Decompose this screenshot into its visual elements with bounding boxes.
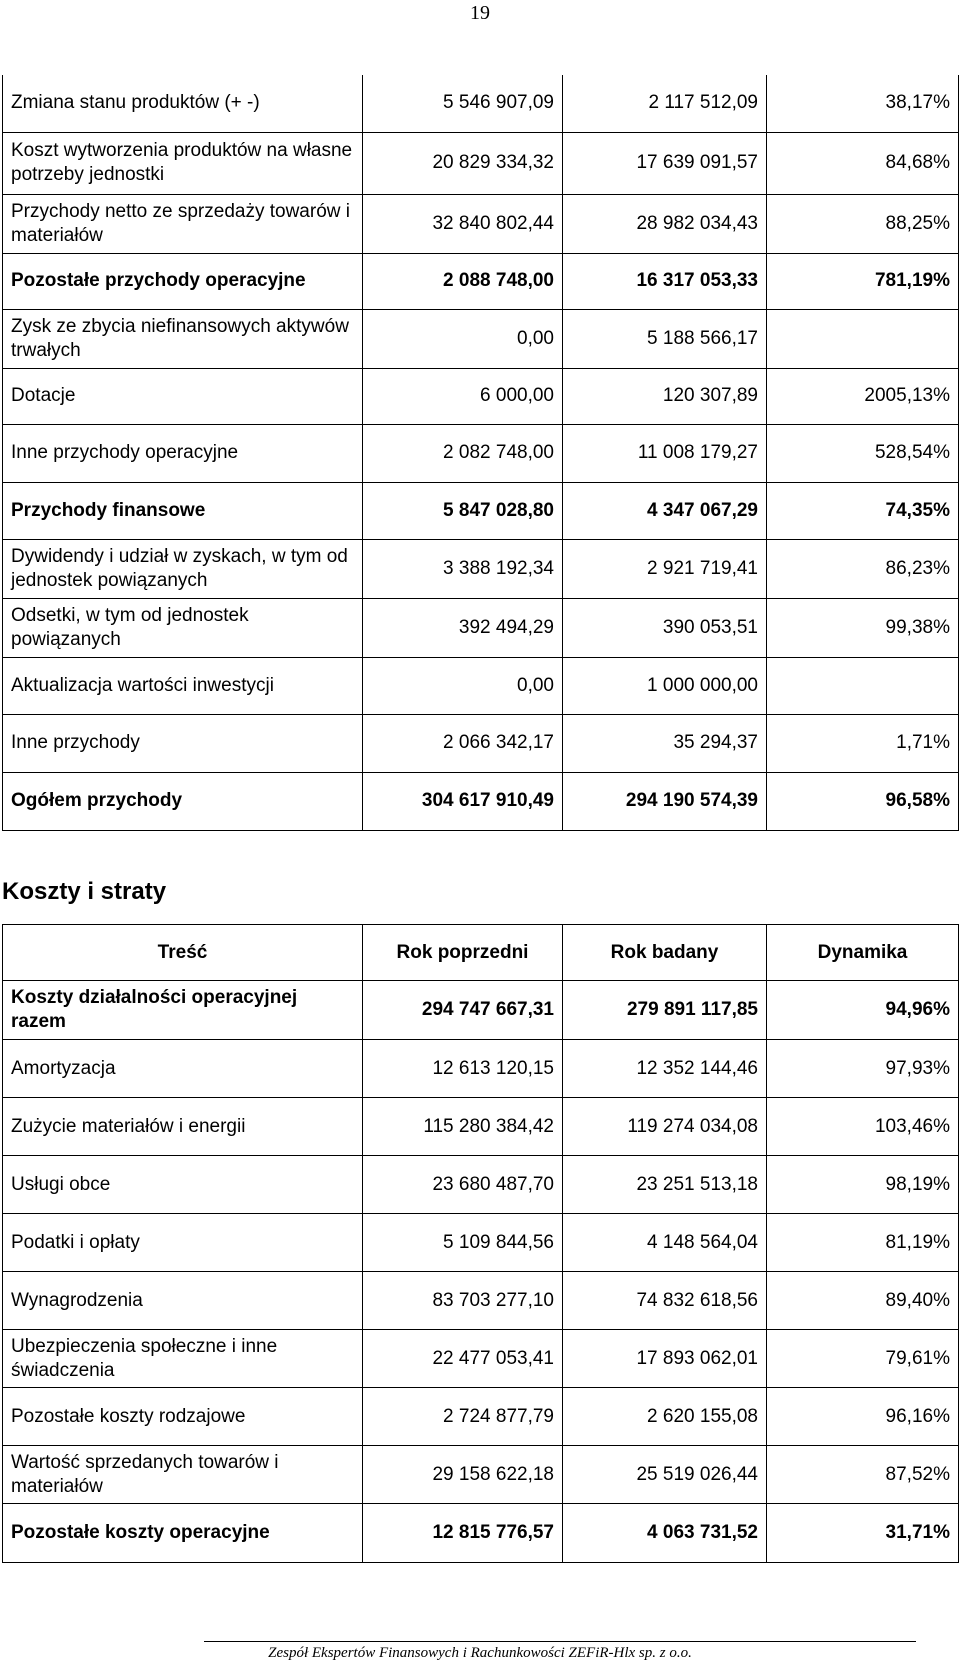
row-label: Inne przychody operacyjne <box>3 424 363 482</box>
current-year-value: 16 317 053,33 <box>563 253 767 309</box>
prev-year-value: 115 280 384,42 <box>363 1098 563 1156</box>
prev-year-value: 3 388 192,34 <box>363 539 563 598</box>
prev-year-value: 12 815 776,57 <box>363 1504 563 1563</box>
row-label: Usługi obce <box>3 1156 363 1214</box>
prev-year-value: 29 158 622,18 <box>363 1446 563 1504</box>
prev-year-value: 0,00 <box>363 657 563 714</box>
dynamics-value: 94,96% <box>767 981 959 1040</box>
dynamics-value: 74,35% <box>767 482 959 539</box>
table-row <box>3 482 959 539</box>
current-year-value: 390 053,51 <box>563 598 767 657</box>
current-year-value: 294 190 574,39 <box>563 772 767 830</box>
table-row <box>3 1098 959 1156</box>
header-tresc: Treść <box>3 925 363 981</box>
dynamics-value: 1,71% <box>767 714 959 772</box>
dynamics-value: 97,93% <box>767 1040 959 1098</box>
dynamics-value: 89,40% <box>767 1272 959 1330</box>
table-row <box>3 772 959 830</box>
dynamics-value: 84,68% <box>767 132 959 194</box>
prev-year-value: 83 703 277,10 <box>363 1272 563 1330</box>
table-row <box>3 1388 959 1446</box>
dynamics-value: 38,17% <box>767 75 959 132</box>
row-label: Przychody finansowe <box>3 482 363 539</box>
dynamics-value: 781,19% <box>767 253 959 309</box>
dynamics-value: 528,54% <box>767 424 959 482</box>
row-label: Wynagrodzenia <box>3 1272 363 1330</box>
row-label: Ogółem przychody <box>3 772 363 830</box>
prev-year-value: 6 000,00 <box>363 368 563 424</box>
prev-year-value: 22 477 053,41 <box>363 1330 563 1388</box>
page-number: 19 <box>470 2 490 24</box>
dynamics-value: 96,58% <box>767 772 959 830</box>
row-label: Koszt wytworzenia produktów na własne potrzeby jednostki <box>3 132 363 194</box>
prev-year-value: 0,00 <box>363 309 563 368</box>
prev-year-value: 294 747 667,31 <box>363 981 563 1040</box>
dynamics-value <box>767 309 959 368</box>
dynamics-value: 31,71% <box>767 1504 959 1563</box>
footer-rule <box>204 1641 916 1642</box>
row-label: Ubezpieczenia społeczne i inne świadczenia <box>3 1330 363 1388</box>
current-year-value: 35 294,37 <box>563 714 767 772</box>
row-label: Wartość sprzedanych towarów i materiałów <box>3 1446 363 1504</box>
prev-year-value: 2 066 342,17 <box>363 714 563 772</box>
costs-table <box>2 924 959 1563</box>
current-year-value: 12 352 144,46 <box>563 1040 767 1098</box>
dynamics-value: 2005,13% <box>767 368 959 424</box>
row-label: Odsetki, w tym od jednostek powiązanych <box>3 598 363 657</box>
current-year-value: 28 982 034,43 <box>563 194 767 253</box>
header-prev-year: Rok poprzedni <box>363 925 563 981</box>
dynamics-value: 86,23% <box>767 539 959 598</box>
current-year-value: 279 891 117,85 <box>563 981 767 1040</box>
table-row <box>3 309 959 368</box>
prev-year-value: 2 082 748,00 <box>363 424 563 482</box>
current-year-value: 2 921 719,41 <box>563 539 767 598</box>
dynamics-value: 103,46% <box>767 1098 959 1156</box>
prev-year-value: 12 613 120,15 <box>363 1040 563 1098</box>
row-label: Przychody netto ze sprzedaży towarów i materiałów <box>3 194 363 253</box>
current-year-value: 25 519 026,44 <box>563 1446 767 1504</box>
table-row <box>3 714 959 772</box>
table-row <box>3 1156 959 1214</box>
footer-text: Zespół Ekspertów Finansowych i Rachunkowości ZEFiR-Hlx sp. z o.o. <box>268 1645 692 1661</box>
table-row <box>3 539 959 598</box>
prev-year-value: 2 088 748,00 <box>363 253 563 309</box>
row-label: Aktualizacja wartości inwestycji <box>3 657 363 714</box>
header-current-year: Rok badany <box>563 925 767 981</box>
table-row <box>3 1330 959 1388</box>
table-row <box>3 132 959 194</box>
current-year-value: 1 000 000,00 <box>563 657 767 714</box>
table-row <box>3 424 959 482</box>
row-label: Zysk ze zbycia niefinansowych aktywów trwałych <box>3 309 363 368</box>
header-dynamics: Dynamika <box>767 925 959 981</box>
current-year-value: 74 832 618,56 <box>563 1272 767 1330</box>
row-label: Amortyzacja <box>3 1040 363 1098</box>
row-label: Koszty działalności operacyjnej razem <box>3 981 363 1040</box>
dynamics-value: 98,19% <box>767 1156 959 1214</box>
dynamics-value: 96,16% <box>767 1388 959 1446</box>
table-row <box>3 253 959 309</box>
prev-year-value: 392 494,29 <box>363 598 563 657</box>
current-year-value: 2 117 512,09 <box>563 75 767 132</box>
table-row <box>3 368 959 424</box>
row-label: Dywidendy i udział w zyskach, w tym od jednostek powiązanych <box>3 539 363 598</box>
current-year-value: 4 148 564,04 <box>563 1214 767 1272</box>
dynamics-value <box>767 657 959 714</box>
current-year-value: 11 008 179,27 <box>563 424 767 482</box>
dynamics-value: 79,61% <box>767 1330 959 1388</box>
table-row <box>3 1214 959 1272</box>
row-label: Pozostałe przychody operacyjne <box>3 253 363 309</box>
row-label: Pozostałe koszty operacyjne <box>3 1504 363 1563</box>
row-label: Dotacje <box>3 368 363 424</box>
prev-year-value: 304 617 910,49 <box>363 772 563 830</box>
row-label: Podatki i opłaty <box>3 1214 363 1272</box>
dynamics-value: 99,38% <box>767 598 959 657</box>
table-row <box>3 1446 959 1504</box>
dynamics-value: 87,52% <box>767 1446 959 1504</box>
dynamics-value: 88,25% <box>767 194 959 253</box>
prev-year-value: 23 680 487,70 <box>363 1156 563 1214</box>
table-row <box>3 1504 959 1563</box>
costs-header-row <box>3 925 959 981</box>
current-year-value: 2 620 155,08 <box>563 1388 767 1446</box>
prev-year-value: 5 546 907,09 <box>363 75 563 132</box>
row-label: Zmiana stanu produktów (+ -) <box>3 75 363 132</box>
current-year-value: 4 347 067,29 <box>563 482 767 539</box>
table-row <box>3 75 959 132</box>
current-year-value: 5 188 566,17 <box>563 309 767 368</box>
prev-year-value: 5 847 028,80 <box>363 482 563 539</box>
table-row <box>3 598 959 657</box>
current-year-value: 4 063 731,52 <box>563 1504 767 1563</box>
current-year-value: 119 274 034,08 <box>563 1098 767 1156</box>
current-year-value: 120 307,89 <box>563 368 767 424</box>
current-year-value: 17 893 062,01 <box>563 1330 767 1388</box>
row-label: Inne przychody <box>3 714 363 772</box>
table-row <box>3 194 959 253</box>
row-label: Zużycie materiałów i energii <box>3 1098 363 1156</box>
row-label: Pozostałe koszty rodzajowe <box>3 1388 363 1446</box>
dynamics-value: 81,19% <box>767 1214 959 1272</box>
current-year-value: 23 251 513,18 <box>563 1156 767 1214</box>
table-row <box>3 981 959 1040</box>
prev-year-value: 32 840 802,44 <box>363 194 563 253</box>
table-row <box>3 657 959 714</box>
prev-year-value: 5 109 844,56 <box>363 1214 563 1272</box>
costs-heading: Koszty i straty <box>2 878 167 905</box>
prev-year-value: 2 724 877,79 <box>363 1388 563 1446</box>
revenue-table <box>2 75 959 831</box>
prev-year-value: 20 829 334,32 <box>363 132 563 194</box>
table-row <box>3 1040 959 1098</box>
current-year-value: 17 639 091,57 <box>563 132 767 194</box>
table-row <box>3 1272 959 1330</box>
